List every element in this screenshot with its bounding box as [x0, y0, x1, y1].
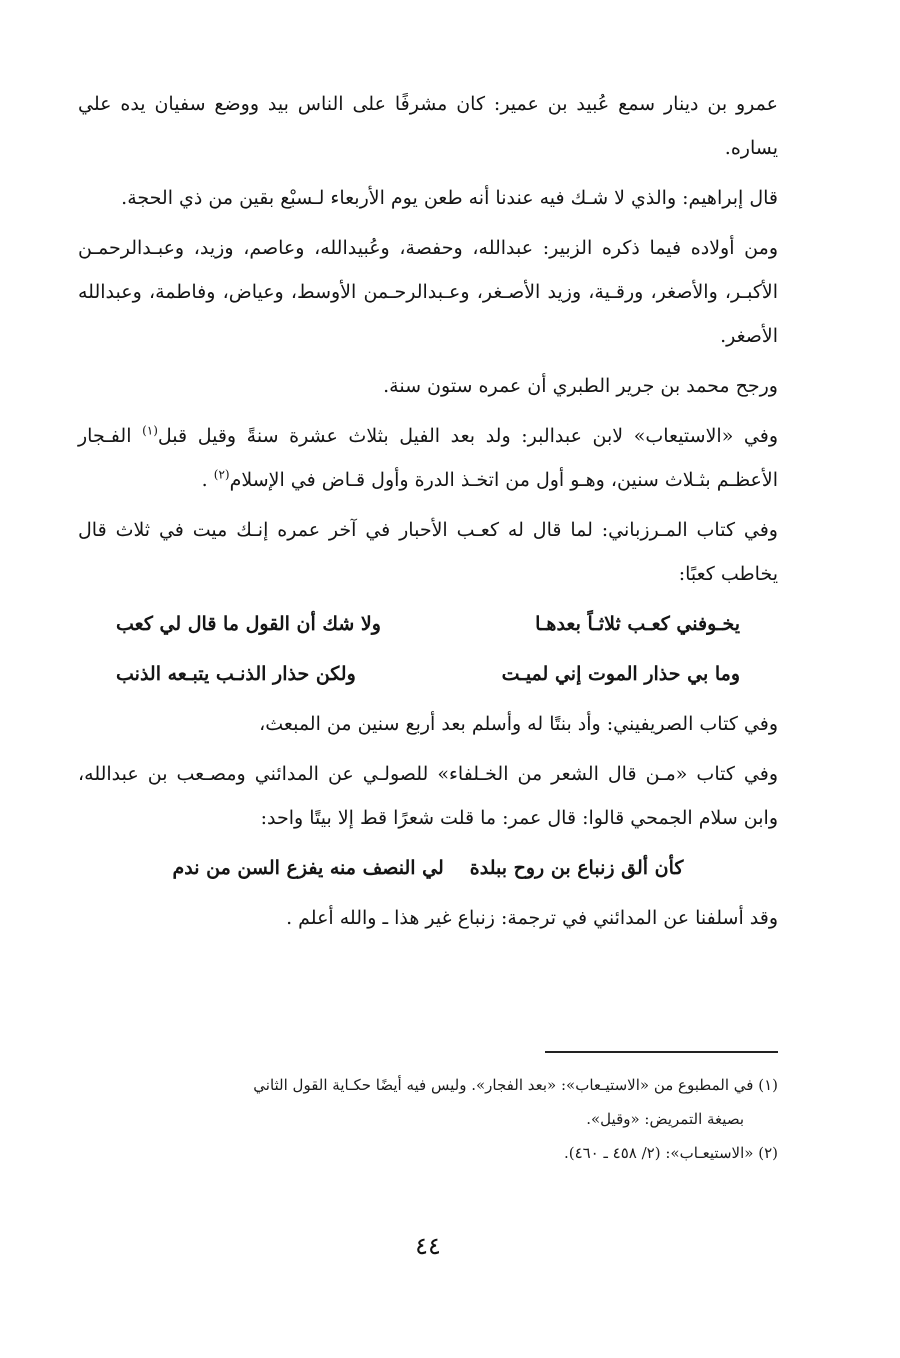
verse-hemistich: كأن ألق زنباع بن روح ببلدة	[469, 857, 684, 879]
footnote-ref-2[interactable]: (٢)	[213, 467, 230, 482]
verse-line	[78, 602, 778, 646]
verse-hemistich: ولا شك أن القول ما قال لي كعب	[116, 613, 381, 635]
verse-line	[78, 652, 778, 696]
paragraph: وفي كتاب الصريفيني: وأد بنتًا له وأسلم بعد أربع سنين من المبعث،	[259, 713, 778, 735]
verse-hemistich: يخـوفني كعـب ثلاثـاً بعدهـا	[535, 613, 740, 635]
verse-line	[78, 846, 778, 890]
istiab-text: وفي «الاستيعاب» لابن عبدالبر: ولد بعد الفيل بثلاث عشرة سنةً وقيل قبل	[157, 425, 779, 447]
paragraph: وقد أسلفنا عن المدائني في ترجمة: زنباع غير هذا ـ والله أعلم .	[286, 907, 778, 929]
verse-hemistich: ولكن حذار الذنـب يتبـعه الذنب	[116, 663, 356, 685]
paragraph: قال إبراهيم: والذي لا شـك فيه عندنا أنه طعن يوم الأربعاء لـسبْع بقين من ذي الحجة.	[121, 187, 778, 209]
paragraph: ومن أولاده فيما ذكره الزبير: عبدالله، وحفصة، وعُبيدالله، وعاصم، وزيد، وعبـدالرحمـن الأكبـر، والأصغر، ورقـية، وزيد الأصـغر، وعـبدالرحـمن الأوسط، وعياض، وفاطمة، وعبدالله الأصغر.	[78, 237, 778, 347]
paragraph: عمرو بن دينار سمع عُبيد بن عمير: كان مشرفًا على الناس بيد ووضع سفيان يده علي يساره.	[78, 93, 778, 159]
footnote-1-continued: بصيغة التمريض: «وقيل».	[586, 1110, 744, 1128]
page-number: ٤٤	[415, 1232, 441, 1260]
istiab-end: .	[201, 469, 214, 491]
footnote-text: في المطبوع من «الاستيـعاب»: «بعد الفجار». وليس فيه أيضًا حكـاية القول الثاني	[253, 1076, 754, 1094]
footnote-ref-1[interactable]: (١)	[142, 423, 158, 438]
istiab-text-2: الفـجار الأعظـم بثـلاث سنين، وهـو أول من اتخـذ الدرة وأول قـاض في الإسلام	[78, 425, 778, 491]
footnote-2	[78, 1136, 778, 1170]
main-text	[78, 82, 778, 946]
footnote-divider	[545, 1051, 778, 1053]
footnotes	[78, 1068, 778, 1170]
istiab-paragraph	[78, 414, 778, 502]
paragraph: ورجح محمد بن جرير الطبري أن عمره ستون سنة.	[383, 375, 778, 397]
paragraph: وفي كتاب المـرزباني: لما قال له كعـب الأحبار في آخر عمره إنـك ميت في ثلاث قال يخاطب كعبًا:	[78, 519, 778, 585]
verse-hemistich: لي النصف منه يفزع السن من ندم	[172, 857, 444, 879]
footnote-number: (٢)	[758, 1144, 778, 1162]
paragraph: وفي كتاب «مـن قال الشعر من الخـلفاء» للصولـي عن المدائني ومصـعب بن عبدالله، وابن سلام الجمحي قالوا: قال عمر: ما قلت شعرًا قط إلا بيتًا واحد:	[78, 763, 778, 829]
verse-hemistich: وما بي حذار الموت إني لميـت	[501, 663, 740, 685]
footnote-number: (١)	[758, 1076, 778, 1094]
footnote-text: «الاستيعـاب»: (٢/ ٤٥٨ ـ ٤٦٠).	[563, 1144, 754, 1162]
footnote-1	[78, 1068, 778, 1102]
